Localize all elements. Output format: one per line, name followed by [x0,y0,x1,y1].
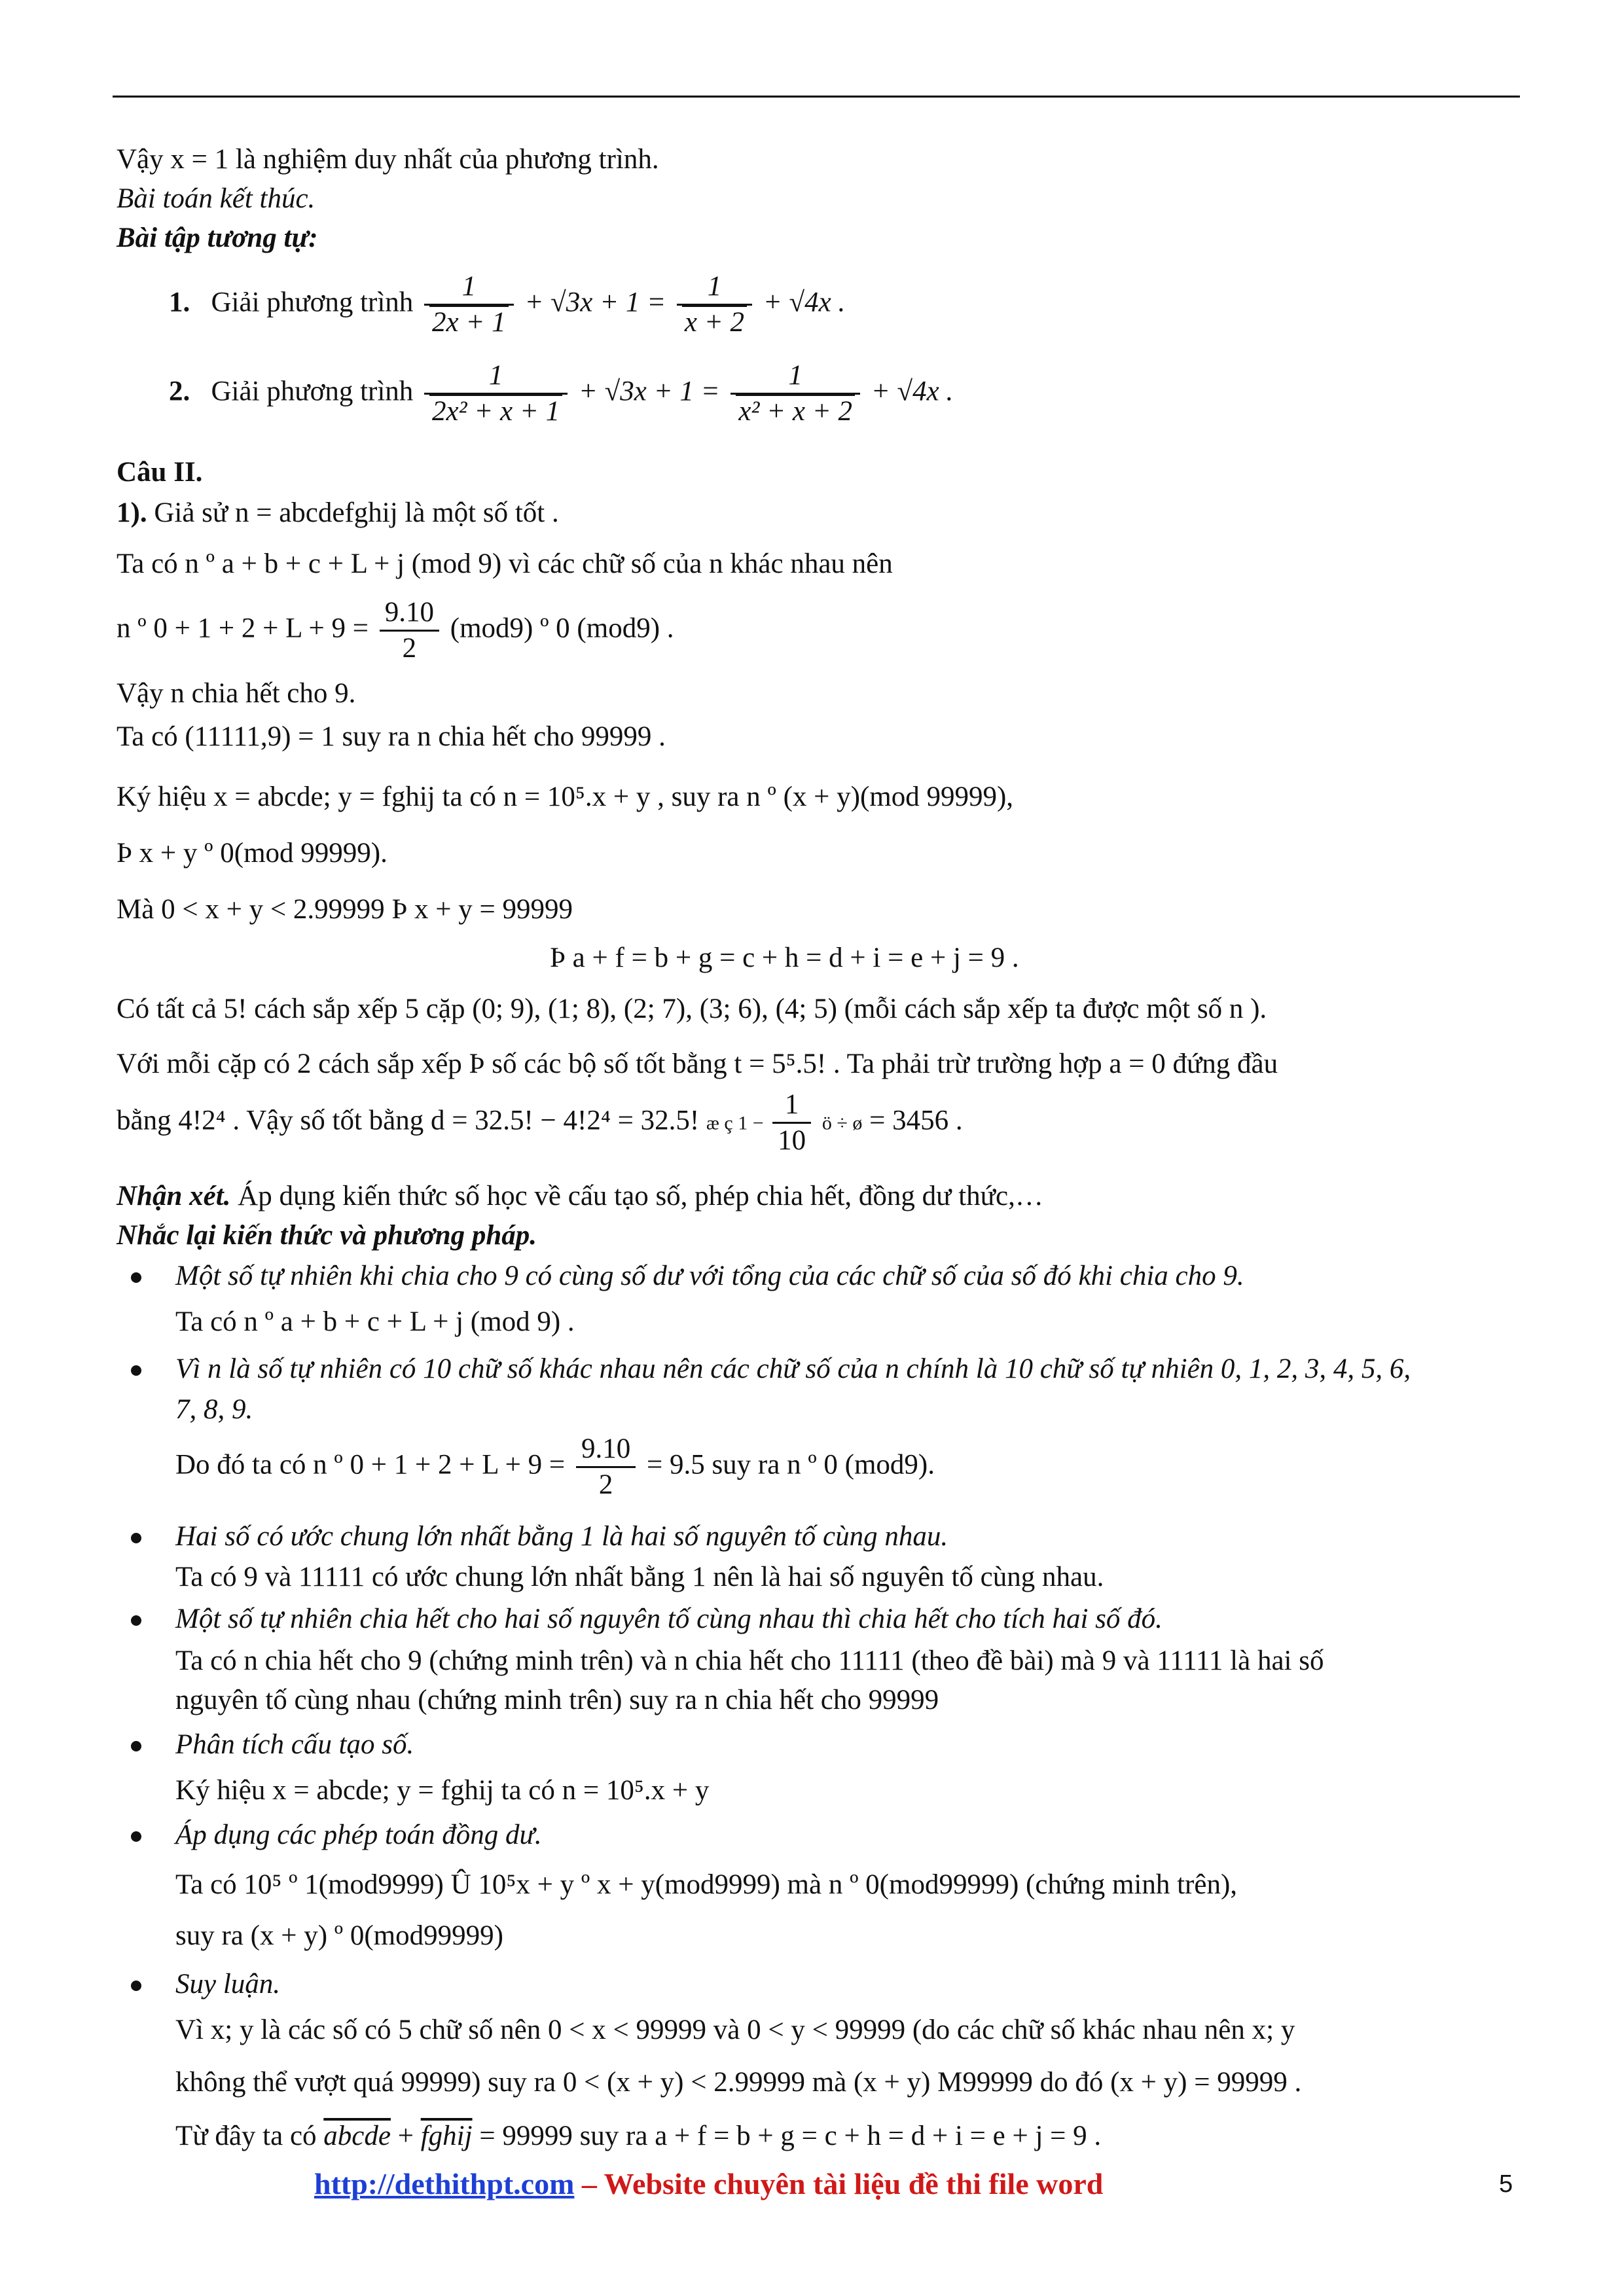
text-line: Ký hiệu x = abcde; y = fghij ta có n = 10⁵.x + y , suy ra n º (x + y)(mod 99999), [117,781,1014,812]
bullet-point: Hai số có ước chung lớn nhất bằng 1 là hai số nguyên tố cùng nhau. [175,1521,948,1552]
bullet-detail: Ta có 9 và 11111 có ước chung lớn nhất bằng 1 nên là hai số nguyên tố cùng nhau. [175,1562,1104,1592]
bullet-icon [131,1981,141,1991]
text-line: Có tất cả 5! cách sắp xếp 5 cặp (0; 9), (1; 8), (2; 7), (3; 6), (4; 5) (mỗi cách sắp xếp ta được một số n ). [117,994,1267,1024]
fraction: $\frac{1}{x + 2}$ [677,270,752,340]
bullet-detail: Ta có 10⁵ º 1(mod9999) Û 10⁵x + y º x + y(mod9999) mà n º 0(mod99999) (chứng minh trên), [175,1869,1238,1900]
bullet-point: Một số tự nhiên chia hết cho hai số nguyên tố cùng nhau thì chia hết cho tích hai số đó. [175,1604,1163,1634]
footer-link[interactable]: http://dethithpt.com [314,2167,575,2200]
exercise-2: 2. Giải phương trình $\frac{1}{\text{2x² + x + 1}}$ + √3x + 1 = $\frac{1}{\text{x² + x + 2}}$ + √4x . [169,359,953,429]
header-rule [113,96,1520,98]
bullet-detail: Từ đây ta có abcde + fghij = 99999 suy ra a + f = b + g = c + h = d + i = e + j = 9 . [175,2121,1102,2151]
bullet-icon [131,1365,141,1376]
bullet-point: Vì n là số tự nhiên có 10 chữ số khác nhau nên các chữ số của n chính là 10 chữ số tự nhiên 0, 1, 2, 3, 4, 5, 6, [175,1354,1411,1384]
part-1-intro: 1). Giả sử n = abcdefghij là một số tốt . [117,497,559,528]
bullet-icon [131,1533,141,1543]
bullet-point: Áp dụng các phép toán đồng dư. [175,1820,542,1850]
equation-line: bằng 4!2⁴ . Vậy số tốt bằng d = 32.5! − 4!2⁴ = 32.5! æ ç 1 − $\frac{1}{10}$ ö ÷ ø = 3456 . [117,1088,963,1158]
text-line: Ta có (11111,9) = 1 suy ra n chia hết cho 99999 . [117,721,666,752]
footer [314,2166,1103,2201]
bullet-icon [131,1831,141,1842]
bullet-detail: nguyên tố cùng nhau (chứng minh trên) suy ra n chia hết cho 99999 [175,1685,939,1715]
fraction: $\frac{1}{\text{x² + x + 2}}$ [731,359,860,429]
fraction: $\frac{1}{\text{2x² + x + 1}}$ [424,359,568,429]
bullet-detail: Ký hiệu x = abcde; y = fghij ta có n = 10⁵.x + y [175,1775,710,1806]
bullet-icon [131,1615,141,1626]
bullet-point: Phân tích cấu tạo số. [175,1729,414,1760]
centered-equation: Þ a + f = b + g = c + h = d + i = e + j = 9 . [550,942,1019,973]
bullet-icon [131,1741,141,1751]
fraction: $\frac{9.10}{2}$ [380,596,439,666]
fraction: $\frac{1}{10}$ [772,1088,811,1158]
bullet-point: Một số tự nhiên khi chia cho 9 có cùng số dư với tổng của các chữ số của số đó khi chia cho 9. [175,1261,1244,1291]
conclusion-line: Vậy x = 1 là nghiệm duy nhất của phương trình. [117,144,659,175]
bullet-detail: không thể vượt quá 99999) suy ra 0 < (x + y) < 2.99999 mà (x + y) M99999 do đó (x + y) = 99999 . [175,2067,1302,2098]
page-number: 5 [1499,2170,1513,2198]
bullet-icon [131,1272,141,1283]
end-of-problem-note: Bài toán kết thúc. [117,183,316,214]
text-line: Ta có n º a + b + c + L + j (mod 9) vì các chữ số của n khác nhau nên [117,548,893,579]
review-heading: Nhắc lại kiến thức và phương pháp. [117,1220,537,1251]
bullet-point: Suy luận. [175,1969,281,2000]
bullet-detail: suy ra (x + y) º 0(mod99999) [175,1920,503,1951]
equation-line: Do đó ta có n º 0 + 1 + 2 + L + 9 = $\frac{9.10}{2}$ = 9.5 suy ra n º 0 (mod9). [175,1432,935,1502]
bullet-detail: Vì x; y là các số có 5 chữ số nên 0 < x < 99999 và 0 < y < 99999 (do các chữ số khác nhau nên x; y [175,2015,1295,2045]
equation-line: n º 0 + 1 + 2 + L + 9 = $\frac{9.10}{2}$ (mod9) º 0 (mod9) . [117,596,674,666]
similar-exercises-heading: Bài tập tương tự: [117,223,318,253]
bullet-detail: Ta có n º a + b + c + L + j (mod 9) . [175,1306,575,1337]
fraction: $\frac{9.10}{2}$ [576,1432,636,1502]
bullet-detail: Ta có n chia hết cho 9 (chứng minh trên) và n chia hết cho 11111 (theo đề bài) mà 9 và 11111 là hai số [175,1645,1324,1676]
exercise-1: 1. Giải phương trình $\frac{1}{2x + 1}$ + √3x + 1 = $\frac{1}{x + 2}$ + √4x . [169,270,845,340]
text-line: Với mỗi cặp có 2 cách sắp xếp Þ số các bộ số tốt bằng t = 5⁵.5! . Ta phải trừ trường hợp a = 0 đứng đầu [117,1049,1278,1079]
remark-line: Nhận xét. Áp dụng kiến thức số học về cấu tạo số, phép chia hết, đồng dư thức,… [117,1181,1043,1211]
section-heading-cau-ii: Câu II. [117,457,203,488]
bullet-point-continued: 7, 8, 9. [175,1394,253,1425]
text-line: Mà 0 < x + y < 2.99999 Þ x + y = 99999 [117,894,573,925]
footer-tagline: – Website chuyên tài liệu đề thi file word [574,2167,1104,2200]
text-line: Vậy n chia hết cho 9. [117,678,356,709]
fraction: $\frac{1}{2x + 1}$ [424,270,514,340]
text-line: Þ x + y º 0(mod 99999). [117,838,388,869]
